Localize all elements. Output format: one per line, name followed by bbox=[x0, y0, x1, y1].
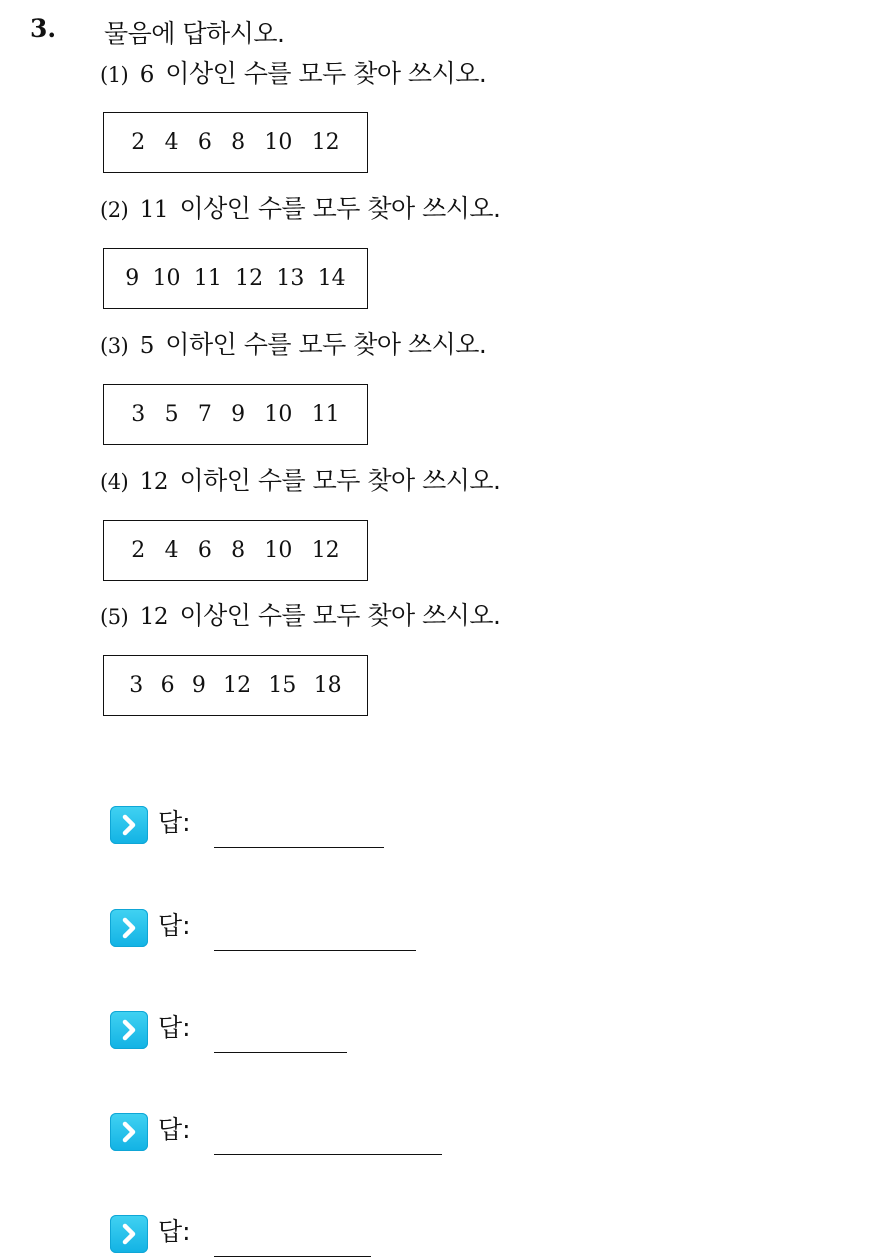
number-value: 4 bbox=[164, 538, 179, 563]
subquestion-2 bbox=[100, 189, 500, 225]
number-box-5 bbox=[103, 655, 368, 716]
number-value: 6 bbox=[197, 130, 212, 155]
number-value: 13 bbox=[276, 266, 305, 291]
answer-blank[interactable] bbox=[214, 1052, 347, 1053]
number-value: 3 bbox=[131, 402, 146, 427]
subquestion-number: 12 bbox=[139, 604, 168, 630]
answer-label: 답: bbox=[158, 1115, 191, 1144]
answer-blank[interactable] bbox=[214, 1256, 371, 1257]
number-value: 6 bbox=[197, 538, 212, 563]
subquestion-number: 11 bbox=[139, 197, 168, 223]
number-value: 10 bbox=[264, 538, 293, 563]
answer-blank[interactable] bbox=[214, 950, 416, 951]
number-value: 8 bbox=[231, 130, 246, 155]
subquestion-label: (2) bbox=[100, 198, 129, 222]
number-box-3 bbox=[103, 384, 368, 445]
number-value: 2 bbox=[131, 130, 146, 155]
answer-blank[interactable] bbox=[214, 847, 384, 848]
number-value: 10 bbox=[264, 130, 293, 155]
question-title: 물음에 답하시오. bbox=[104, 19, 285, 48]
number-value: 12 bbox=[311, 538, 340, 563]
answer-label: 답: bbox=[158, 1013, 191, 1042]
answer-row-4 bbox=[110, 1113, 191, 1153]
number-value: 12 bbox=[311, 130, 340, 155]
number-value: 10 bbox=[264, 402, 293, 427]
number-value: 9 bbox=[231, 402, 246, 427]
chevron-right-icon bbox=[110, 1215, 148, 1253]
number-box-4 bbox=[103, 520, 368, 581]
answer-label: 답: bbox=[158, 911, 191, 940]
subquestion-number: 12 bbox=[139, 469, 168, 495]
question-number: 3. bbox=[30, 14, 57, 43]
number-box-1 bbox=[103, 112, 368, 173]
number-box-2 bbox=[103, 248, 368, 309]
answer-blank[interactable] bbox=[214, 1154, 442, 1155]
subquestion-label: (1) bbox=[100, 63, 129, 87]
subquestion-4 bbox=[100, 461, 500, 497]
number-value: 11 bbox=[311, 402, 340, 427]
number-value: 12 bbox=[235, 266, 264, 291]
answer-row-5 bbox=[110, 1215, 191, 1255]
number-value: 9 bbox=[125, 266, 140, 291]
chevron-right-icon bbox=[110, 806, 148, 844]
chevron-right-icon bbox=[110, 1011, 148, 1049]
subquestion-label: (3) bbox=[100, 334, 129, 358]
subquestion-text: 이하인 수를 모두 찾아 쓰시오. bbox=[165, 330, 487, 359]
number-value: 7 bbox=[197, 402, 212, 427]
number-value: 9 bbox=[191, 673, 206, 698]
number-value: 12 bbox=[223, 673, 252, 698]
number-value: 4 bbox=[164, 130, 179, 155]
number-value: 15 bbox=[268, 673, 297, 698]
subquestion-number: 6 bbox=[139, 62, 154, 88]
number-value: 2 bbox=[131, 538, 146, 563]
subquestion-label: (4) bbox=[100, 470, 129, 494]
answer-row-1 bbox=[110, 806, 191, 846]
subquestion-text: 이하인 수를 모두 찾아 쓰시오. bbox=[179, 466, 501, 495]
number-value: 14 bbox=[317, 266, 346, 291]
number-value: 11 bbox=[193, 266, 222, 291]
answer-row-2 bbox=[110, 909, 191, 949]
number-value: 8 bbox=[231, 538, 246, 563]
subquestion-text: 이상인 수를 모두 찾아 쓰시오. bbox=[165, 59, 487, 88]
number-value: 5 bbox=[164, 402, 179, 427]
subquestion-number: 5 bbox=[139, 333, 154, 359]
number-value: 10 bbox=[152, 266, 181, 291]
subquestion-5 bbox=[100, 596, 500, 632]
chevron-right-icon bbox=[110, 909, 148, 947]
number-value: 18 bbox=[313, 673, 342, 698]
number-value: 3 bbox=[129, 673, 144, 698]
subquestion-3 bbox=[100, 325, 486, 361]
chevron-right-icon bbox=[110, 1113, 148, 1151]
answer-label: 답: bbox=[158, 808, 191, 837]
subquestion-label: (5) bbox=[100, 605, 129, 629]
subquestion-text: 이상인 수를 모두 찾아 쓰시오. bbox=[179, 601, 501, 630]
answer-label: 답: bbox=[158, 1217, 191, 1246]
number-value: 6 bbox=[160, 673, 175, 698]
subquestion-text: 이상인 수를 모두 찾아 쓰시오. bbox=[179, 194, 501, 223]
subquestion-1 bbox=[100, 54, 486, 90]
answer-row-3 bbox=[110, 1011, 191, 1051]
